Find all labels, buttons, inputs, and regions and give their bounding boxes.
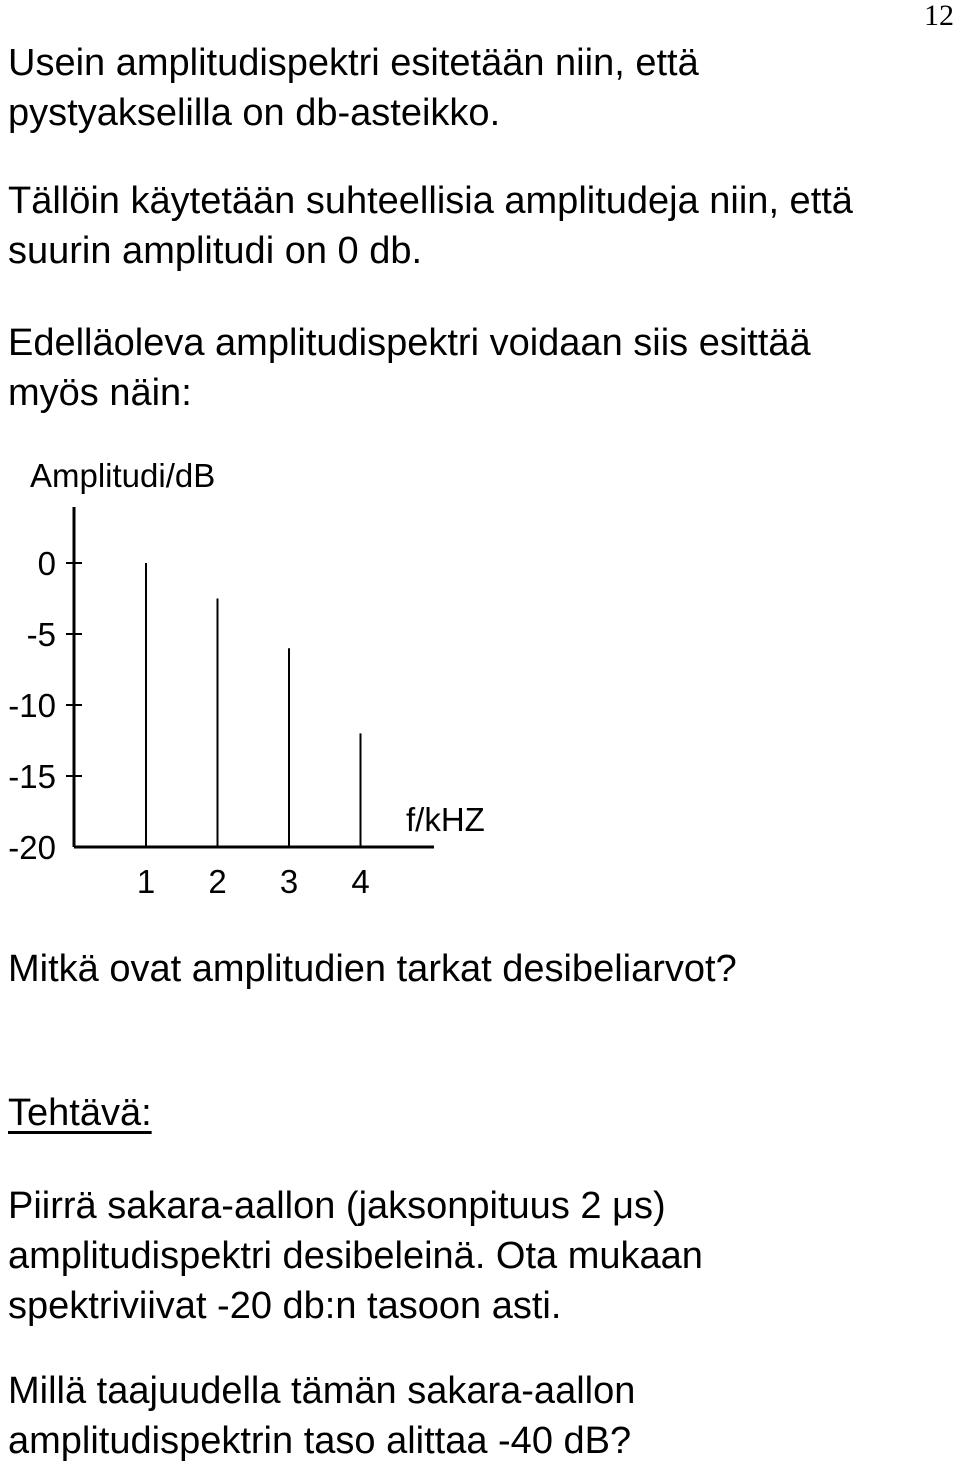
paragraph-final-question	[8, 1366, 948, 1466]
x-tick-label: 4	[351, 863, 370, 900]
text-line: amplitudispektri desibeleinä. Ota mukaan	[8, 1235, 703, 1277]
paragraph-task	[8, 1181, 948, 1331]
text-line: pystyakselilla on db-asteikko.	[8, 92, 501, 134]
text-line: Piirrä sakara-aallon (jaksonpituus 2 μs)	[8, 1185, 666, 1227]
text-line: amplitudispektrin taso alittaa -40 dB?	[8, 1420, 632, 1462]
task-heading	[8, 1088, 948, 1138]
text-line: Mitkä ovat amplitudien tarkat desibeliarvot?	[8, 948, 737, 990]
text-line: Edelläoleva amplitudispektri voidaan siis esittää	[8, 322, 811, 364]
paragraph-relative-amplitudes	[8, 176, 948, 276]
text-line: spektriviivat -20 db:n tasoon asti.	[8, 1285, 562, 1327]
text-line: Tällöin käytetään suhteellisia amplitudeja niin, että	[8, 180, 853, 222]
y-tick-label: -20	[8, 829, 56, 866]
y-axis-label: Amplitudi/dB	[30, 457, 216, 494]
text-line: Millä taajuudella tämän sakara-aallon	[8, 1370, 636, 1412]
y-tick-label: -10	[8, 687, 56, 724]
y-tick-label: -15	[8, 758, 56, 795]
paragraph-db-scale-intro	[8, 38, 948, 138]
x-tick-label: 2	[208, 863, 227, 900]
text-line: myös näin:	[8, 372, 192, 414]
y-tick-label: 0	[37, 545, 56, 582]
db-spectrum-chart	[0, 445, 560, 905]
chart-svg	[0, 445, 560, 905]
y-tick-label: -5	[26, 616, 56, 653]
x-tick-label: 1	[136, 863, 156, 900]
text-line: suurin amplitudi on 0 db.	[8, 230, 423, 272]
paragraph-spectrum-intro	[8, 318, 948, 418]
x-tick-label: 3	[279, 863, 299, 900]
page-number: 12	[924, 0, 954, 32]
task-heading-text: Tehtävä:	[8, 1092, 152, 1134]
paragraph-question	[8, 944, 948, 994]
x-axis-label: f/kHZ	[406, 801, 485, 838]
text-line: Usein amplitudispektri esitetään niin, että	[8, 42, 699, 84]
